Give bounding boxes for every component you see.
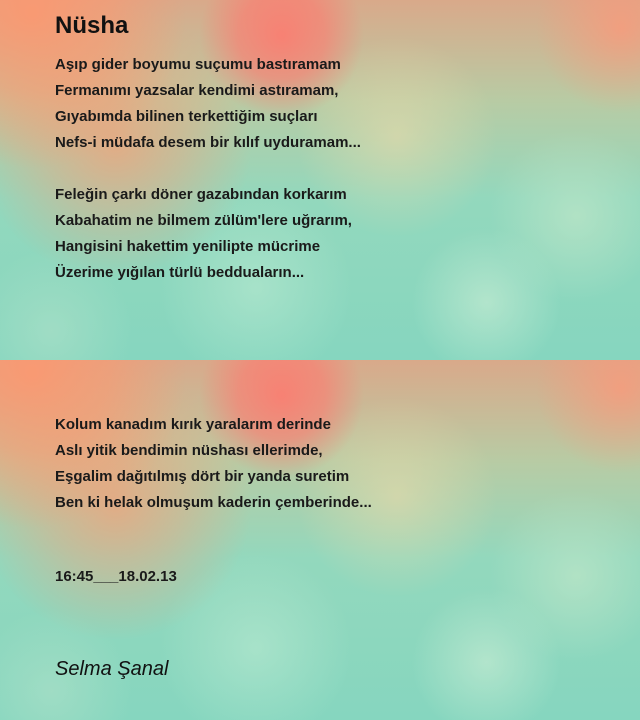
- stanza-1: [55, 52, 361, 156]
- poem-line: Aslı yitik bendimin nüshası ellerimde,: [55, 442, 323, 459]
- poem-line: Hangisini hakettim yenilipte mücrime: [55, 238, 321, 255]
- poem-line: Aşıp gider boyumu suçumu bastıramam: [55, 56, 341, 73]
- poem-line: Fermanımı yazsalar kendimi astıramam,: [55, 82, 339, 99]
- poem-line: Kabahatim ne bilmem zülüm'lere uğrarım,: [55, 212, 352, 229]
- poem-line: Nefs-i müdafa desem bir kılıf uyduramam...: [55, 134, 361, 151]
- poem-card-bottom: [0, 360, 640, 720]
- poem-date: 16:45___18.02.13: [55, 568, 177, 585]
- poem-line: Gıyabımda bilinen terkettiğim suçları: [55, 108, 318, 125]
- stanza-2: [55, 182, 352, 286]
- poem-line: Üzerime yığılan türlü bedduaların...: [55, 264, 305, 281]
- poem-line: Kolum kanadım kırık yaralarım derinde: [55, 416, 331, 433]
- poem-author: Selma Şanal: [55, 658, 169, 680]
- poem-line: Feleğin çarkı döner gazabından korkarım: [55, 186, 347, 203]
- poem-title: Nüsha: [55, 12, 129, 39]
- poem-line: Ben ki helak olmuşum kaderin çemberinde...: [55, 494, 372, 511]
- poem-line: Eşgalim dağıtılmış dört bir yanda suretim: [55, 468, 350, 485]
- stanza-3: [55, 412, 372, 516]
